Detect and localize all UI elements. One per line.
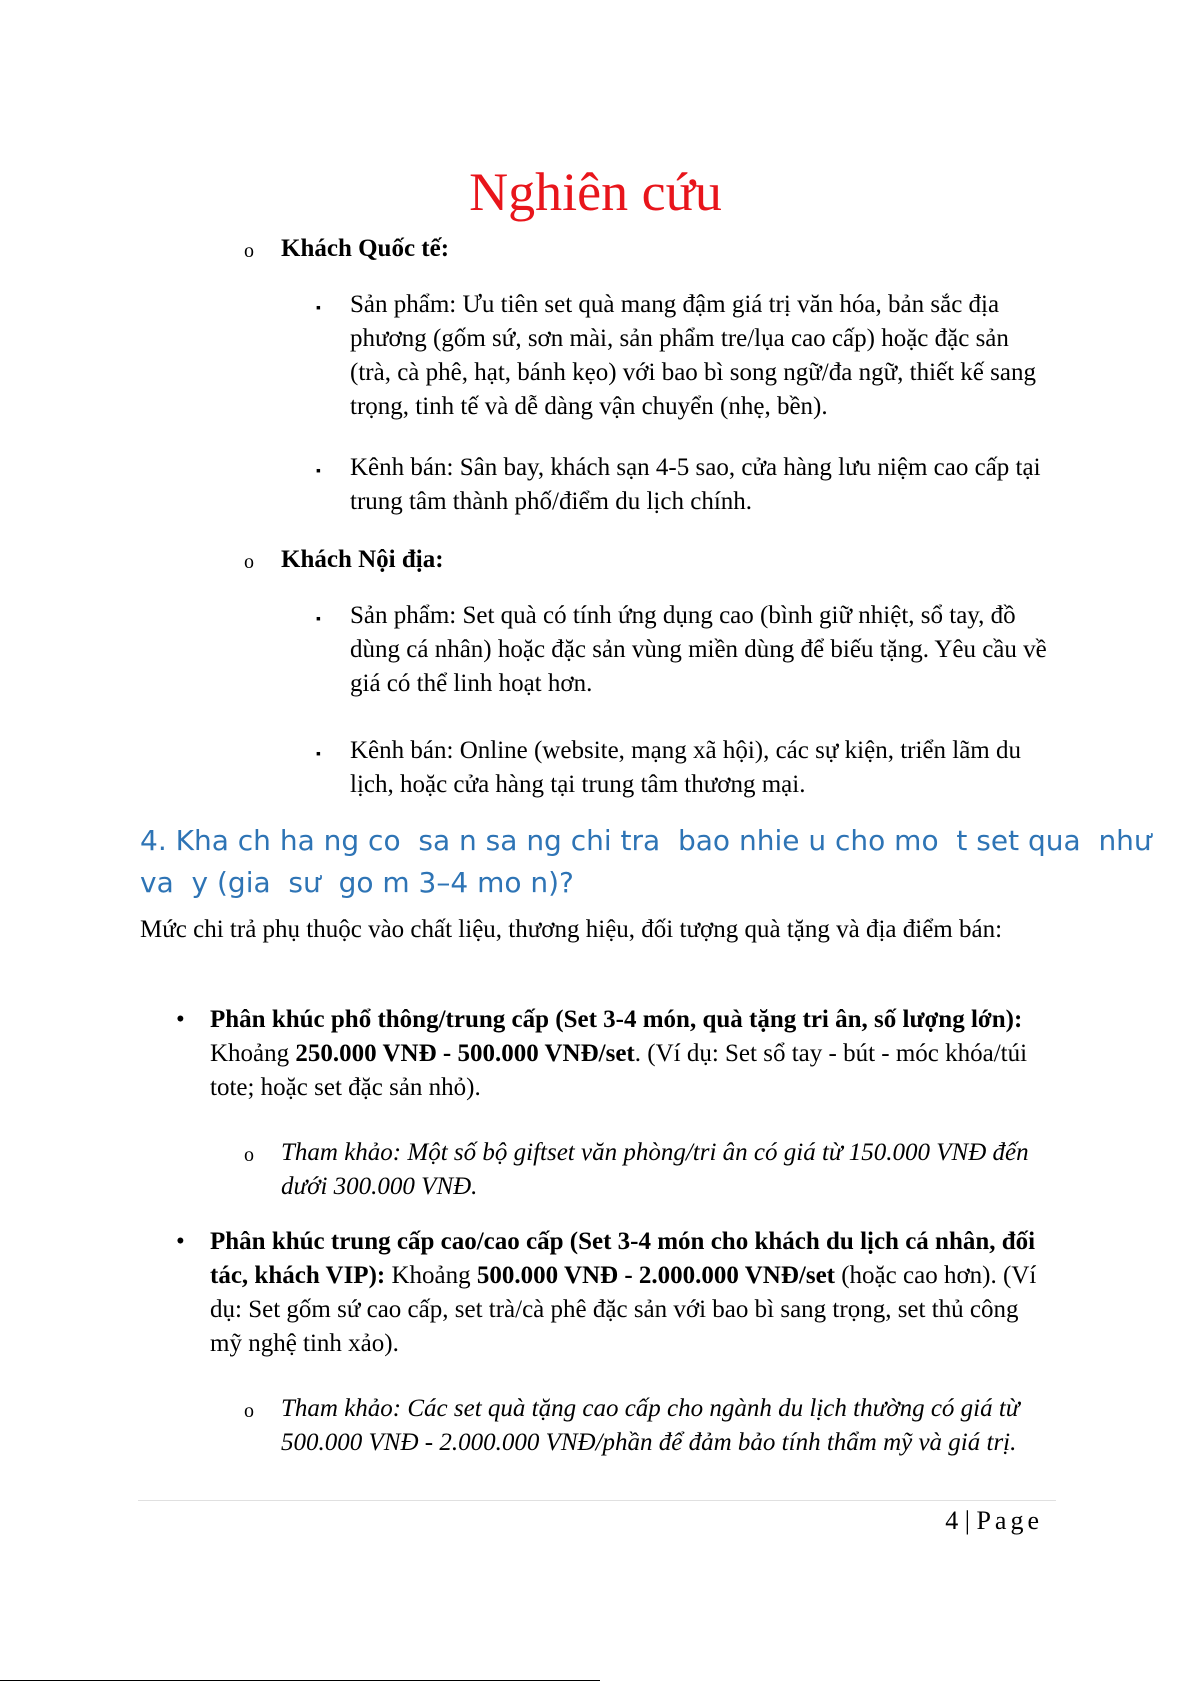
- bottom-border-line: [0, 1680, 600, 1681]
- segment-reference: Tham khảo: Các set quà tặng cao cấp cho ngành du lịch thường có giá từ 500.000 VNĐ - 2.000.000 VNĐ/phần để đảm bảo tính thẩm mỹ và giá trị.: [281, 1395, 1020, 1456]
- segment-label: Phân khúc trung cấp cao/cao cấp (Set 3-4 món cho khách du lịch cá nhân, đối tác, khách VIP):: [210, 1228, 1036, 1289]
- segment-paragraph: Phân khúc phổ thông/trung cấp (Set 3-4 món, quà tặng tri ân, số lượng lớn): Khoảng 250.000 VNĐ - 500.000 VNĐ/set. (Ví dụ: Set sổ tay - bút - móc khóa/túi tote; hoặc set đặc sản nhỏ).: [210, 1006, 1028, 1101]
- page-title: Nghiên cứu: [469, 162, 722, 222]
- square-bullet-icon: ▪: [316, 301, 321, 316]
- section-intro: Mức chi trả phụ thuộc vào chất liệu, thương hiệu, đối tượng quà tặng và địa điểm bán:: [140, 916, 1003, 943]
- circle-bullet-icon: o: [244, 551, 254, 573]
- footer-divider: [138, 1500, 1056, 1501]
- international-product: Sản phẩm: Ưu tiên set quà mang đậm giá trị văn hóa, bản sắc địa phương (gốm sứ, sơn mài, sản phẩm tre/lụa cao cấp) hoặc đặc sản (trà, cà phê, hạt, bánh kẹo) với bao bì song ngữ/đa ngữ, thiết kế sang trọng, tinh tế và dễ dàng vận chuyển (nhẹ, bền).: [350, 291, 1036, 420]
- circle-bullet-icon: o: [244, 1144, 254, 1166]
- domestic-label: Khách Nội địa:: [281, 546, 444, 573]
- segment-price: 500.000 VNĐ - 2.000.000 VNĐ/set: [476, 1262, 835, 1289]
- square-bullet-icon: ▪: [316, 464, 321, 479]
- international-channel: Kênh bán: Sân bay, khách sạn 4-5 sao, cửa hàng lưu niệm cao cấp tại trung tâm thành phố/điểm du lịch chính.: [350, 454, 1041, 515]
- circle-bullet-icon: o: [244, 1400, 254, 1422]
- section-heading: 4. Kha ch ha ng co sa n sa ng chi tra bao nhie u cho mo t set qua như va y (gia sư go m 3–4 mo n)?: [140, 824, 1161, 899]
- page-number: 4: [945, 1506, 959, 1535]
- page-footer: 4 | Page: [945, 1506, 1043, 1535]
- domestic-product: Sản phẩm: Set quà có tính ứng dụng cao (bình giữ nhiệt, sổ tay, đồ dùng cá nhân) hoặc đặc sản vùng miền dùng để biếu tặng. Yêu cầu về giá có thể linh hoạt hơn.: [350, 602, 1047, 697]
- circle-bullet-icon: o: [244, 240, 254, 262]
- segment-paragraph: Phân khúc trung cấp cao/cao cấp (Set 3-4 món cho khách du lịch cá nhân, đối tác, khách VIP): Khoảng 500.000 VNĐ - 2.000.000 VNĐ/set (hoặc cao hơn). (Ví dụ: Set gốm sứ cao cấp, set trà/cà phê đặc sản với bao bì sang trọng, set thủ công mỹ nghệ tinh xảo).: [210, 1228, 1037, 1357]
- international-label: Khách Quốc tế:: [281, 235, 450, 262]
- square-bullet-icon: ▪: [316, 747, 321, 762]
- segment-label: Phân khúc phổ thông/trung cấp (Set 3-4 món, quà tặng tri ân, số lượng lớn):: [210, 1006, 1023, 1033]
- segment-reference: Tham khảo: Một số bộ giftset văn phòng/tri ân có giá từ 150.000 VNĐ đến dưới 300.000 VNĐ.: [281, 1139, 1029, 1200]
- bullet-icon: •: [176, 1006, 185, 1033]
- segment-price: 250.000 VNĐ - 500.000 VNĐ/set: [295, 1040, 635, 1067]
- square-bullet-icon: ▪: [316, 612, 321, 627]
- page-label: Page: [976, 1506, 1043, 1535]
- bullet-icon: •: [176, 1228, 185, 1255]
- domestic-channel: Kênh bán: Online (website, mạng xã hội), các sự kiện, triển lãm du lịch, hoặc cửa hàng tại trung tâm thương mại.: [350, 737, 1021, 798]
